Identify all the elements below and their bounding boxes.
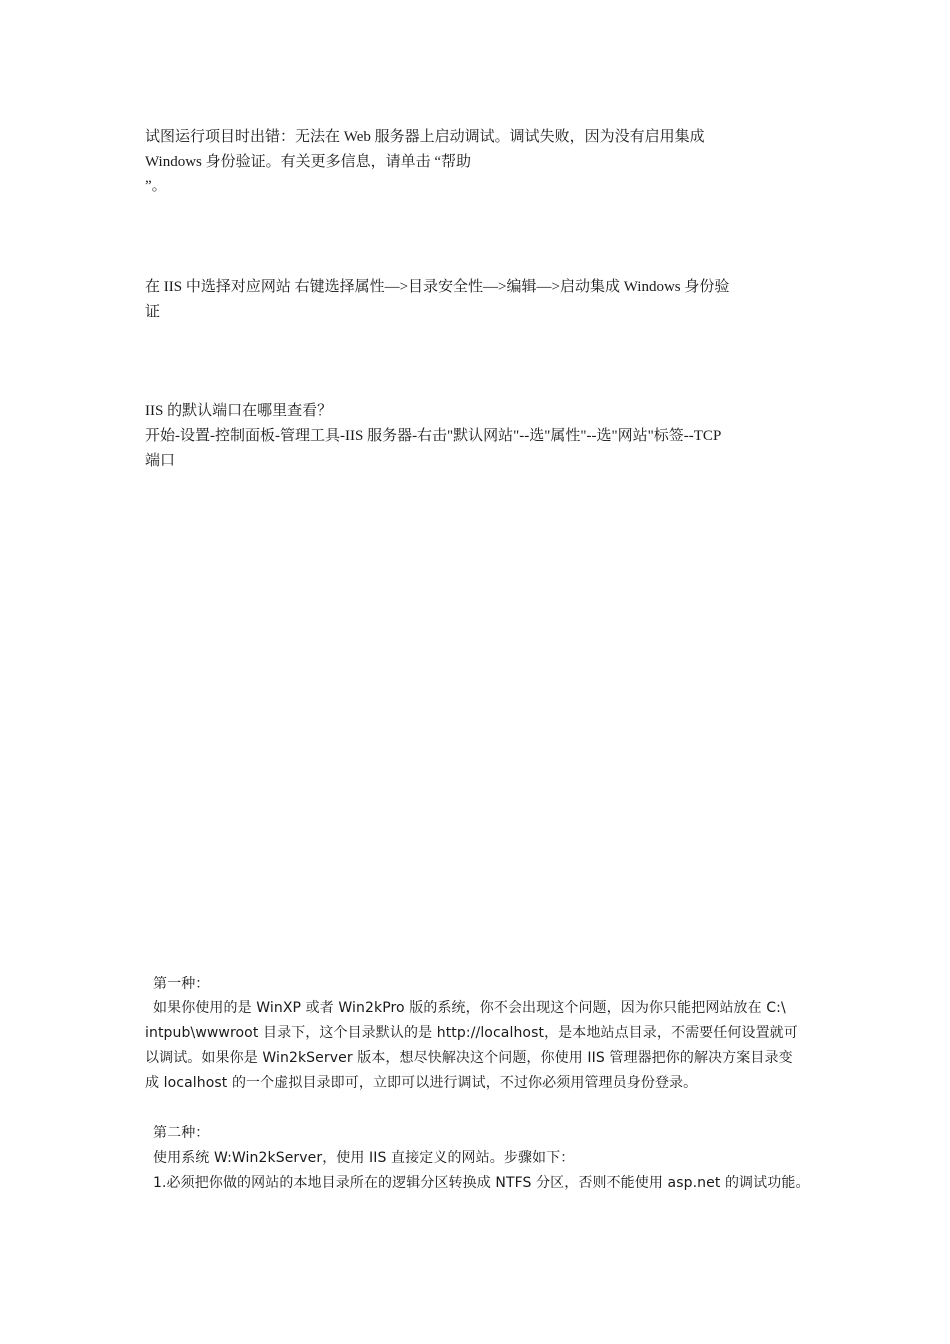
method-one-heading: 第一种： bbox=[153, 976, 210, 992]
method-one-line-4: 成 localhost 的一个虚拟目录即可，立即可以进行调试，不过你必须用管理员身份登录。 bbox=[145, 1075, 698, 1091]
method-one-line-1: 如果你使用的是 WinXP 或者 Win2kPro 版的系统，你不会出现这个问题，因为你只能把网站放在 C:\ bbox=[153, 1000, 786, 1016]
port-question: IIS 的默认端口在哪里查看？ bbox=[145, 403, 333, 419]
method-two-heading: 第二种： bbox=[153, 1125, 210, 1141]
error-message-line-1: 试图运行项目时出错：无法在 Web 服务器上启动调试。调试失败，因为没有启用集成 bbox=[145, 129, 705, 145]
method-one-line-2: intpub\wwwroot 目录下，这个目录默认的是 http://localhost，是本地站点目录，不需要任何设置就可 bbox=[145, 1025, 798, 1041]
error-message-line-2: Windows 身份验证。有关更多信息，请单击 “帮助 bbox=[145, 154, 472, 170]
method-two-step-1: 1.必须把你做的网站的本地目录所在的逻辑分区转换成 NTFS 分区，否则不能使用 asp.net 的调试功能。 bbox=[153, 1175, 810, 1191]
port-answer-line-1: 开始-设置-控制面板-管理工具-IIS 服务器-右击"默认网站"--选"属性"--选"网站"标签--TCP bbox=[145, 428, 722, 444]
method-one-line-3: 以调试。如果你是 Win2kServer 版本，想尽快解决这个问题，你使用 IIS 管理器把你的解决方案目录变 bbox=[145, 1050, 793, 1066]
error-message-line-3: ”。 bbox=[145, 178, 167, 194]
method-two-line-1: 使用系统 W:Win2kServer，使用 IIS 直接定义的网站。步骤如下： bbox=[153, 1150, 575, 1166]
port-answer-line-2: 端口 bbox=[145, 453, 176, 469]
solution-line-2: 证 bbox=[145, 304, 161, 320]
solution-line-1: 在 IIS 中选择对应网站 右键选择属性—>目录安全性—>编辑—>启动集成 Windows 身份验 bbox=[145, 279, 730, 295]
